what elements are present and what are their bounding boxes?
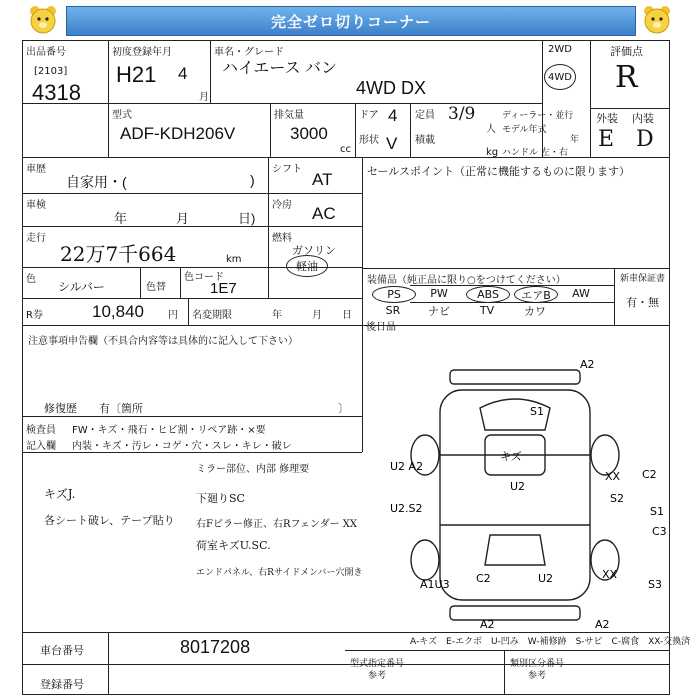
- recycle-label: R券: [26, 310, 43, 321]
- rating-value: R: [615, 60, 638, 95]
- capacity-value: 3/9: [448, 104, 476, 124]
- aircon-label: 冷房: [272, 200, 292, 211]
- shift-value: AT: [312, 170, 333, 189]
- equipment-item: カワ: [524, 304, 546, 318]
- chassis-value: 8017208: [180, 637, 251, 657]
- equipment-item: SR: [385, 304, 401, 317]
- car-name: ハイエース バン: [222, 60, 338, 77]
- sales-point-label: セールスポイント（正常に機能するものに限ります）: [367, 165, 631, 178]
- interior-label: 内装: [632, 112, 654, 125]
- remark-left-2: 各シート破レ、テープ貼り: [44, 514, 175, 527]
- inspection-day: 日): [238, 211, 256, 226]
- model-label: 型式: [112, 110, 132, 121]
- first-reg-month-unit: 月: [199, 92, 209, 103]
- exterior-grade: E: [598, 127, 615, 152]
- equipment-item: ABS: [466, 286, 510, 303]
- diagram-mark: S2: [610, 492, 624, 505]
- dealer-label: ディーラー・並行: [502, 111, 574, 121]
- fuel-light-oil-circled: 軽油: [286, 255, 328, 277]
- deadline-day: 日: [342, 310, 352, 321]
- equipment-item: ナビ: [428, 304, 450, 318]
- history-label: 車歴: [26, 164, 46, 175]
- car-damage-diagram: [380, 360, 670, 630]
- capacity-label: 定員: [415, 110, 435, 121]
- interior-grade: D: [636, 127, 654, 152]
- category-number-label: 類別区分番号: [510, 659, 565, 669]
- displacement-label: 排気量: [274, 110, 304, 121]
- displacement-unit: cc: [340, 144, 351, 155]
- inspector-row-2: 内装・キズ・汚レ・コゲ・穴・スレ・キレ・破レ: [72, 441, 292, 452]
- repair-history: 修復歴 有〔箇所: [44, 402, 143, 415]
- damage-legend: A-キズ E-エクボ U-凹み W-補修跡 S-サビ C-腐食 XX-交換済: [410, 637, 691, 647]
- displacement-value: 3000: [290, 124, 328, 143]
- remark-right-1: ミラー部位、内部 修理要: [196, 464, 310, 475]
- lot-label: 出品番号: [26, 47, 66, 58]
- remark-right-5: エンドパネル、右Rサイドメンバー穴開き: [196, 568, 363, 578]
- deadline-month: 月: [312, 310, 322, 321]
- drive-4wd-circled: 4WD: [544, 64, 576, 90]
- chassis-label: 車台番号: [40, 644, 84, 657]
- rating-label: 評価点: [610, 45, 643, 58]
- lot-code: [2103]: [34, 66, 68, 77]
- shape-label: 形状: [359, 135, 379, 146]
- inspection-year: 年: [114, 211, 128, 226]
- history-value: 自家用・(: [66, 174, 127, 190]
- drive-2wd-label: 2WD: [548, 44, 572, 55]
- remark-left-1: キズJ.: [44, 487, 76, 501]
- mileage-label: 走行: [26, 233, 46, 244]
- page-title: 完全ゼロ切りコーナー: [66, 6, 636, 36]
- diagram-mark: XX: [605, 470, 621, 483]
- type-ref-label: 参考: [368, 671, 387, 681]
- diagram-mark: C2: [642, 468, 657, 481]
- inspection-month: 月: [176, 211, 190, 226]
- first-reg-era: H21: [116, 62, 157, 87]
- diagram-mark: S1: [530, 405, 544, 418]
- inspector-label-2: 記入欄: [26, 441, 56, 452]
- rear-items-label: 後日品: [366, 322, 396, 333]
- diagram-mark: A1U3: [420, 578, 450, 591]
- color-label: 色: [26, 274, 36, 285]
- equipment-item: TV: [479, 304, 495, 317]
- fuel-gasoline: ガソリン: [292, 244, 336, 257]
- inspector-label-1: 検査員: [26, 425, 56, 436]
- history-close: ): [250, 172, 255, 188]
- capacity-unit: 人: [486, 124, 496, 135]
- header-bar: [0, 0, 700, 40]
- inspector-row-1: FW・キズ・飛石・ヒビ割・リペア跡・×要: [72, 425, 266, 436]
- equipment-item: PS: [372, 286, 416, 303]
- equipment-label: 装備品（純正品に限り○をつけてください）: [367, 275, 566, 286]
- diagram-mark: XX: [602, 568, 618, 581]
- bear-mascot-icon: [26, 3, 60, 37]
- aircon-value: AC: [312, 204, 336, 223]
- deadline-year: 年: [272, 310, 282, 321]
- diagram-mark: S3: [648, 578, 662, 591]
- fuel-label: 燃料: [272, 233, 292, 244]
- warranty-value: 有・無: [626, 296, 659, 309]
- diagram-mark: A2: [595, 618, 610, 630]
- registration-label: 登録番号: [40, 678, 84, 691]
- diagram-mark: A2: [480, 618, 495, 630]
- repair-history-close: 〕: [338, 402, 349, 415]
- equipment-item: PW: [430, 287, 448, 300]
- shape-value: V: [386, 134, 398, 153]
- model-year-label: モデル年式: [502, 125, 547, 135]
- remark-right-3: 右Fピラー修正、右Rフェンダー XX: [196, 519, 357, 530]
- doors-value: 4: [388, 106, 398, 125]
- exterior-label: 外装: [596, 112, 618, 125]
- doors-label: ドア: [359, 110, 379, 121]
- type-number-label: 型式指定番号: [350, 659, 405, 669]
- recycle-unit: 円: [168, 310, 178, 321]
- diagram-mark: U2 A2: [390, 460, 424, 473]
- color-change-label: 色替: [146, 282, 166, 293]
- remark-right-2: 下廻りSC: [196, 492, 245, 505]
- warranty-label: 新車保証書: [620, 274, 666, 284]
- bear-mascot-icon: [640, 3, 674, 37]
- mileage-value: 22万7千664: [60, 242, 177, 266]
- color-code: 1E7: [210, 280, 237, 297]
- model-value: ADF-KDH206V: [120, 124, 236, 143]
- shift-label: シフト: [272, 164, 302, 175]
- category-ref-label: 参考: [528, 671, 547, 681]
- car-grade: 4WD DX: [356, 78, 427, 98]
- load-label: 積載: [415, 135, 435, 146]
- diagram-mark: C3: [652, 525, 667, 538]
- diagram-mark: U2: [510, 480, 526, 493]
- year-unit: 年: [570, 135, 580, 145]
- first-reg-label: 初度登録年月: [112, 47, 172, 58]
- diagram-mark: S1: [650, 505, 664, 518]
- first-reg-month: 4: [178, 64, 188, 83]
- diagram-mark: U2.S2: [390, 502, 423, 515]
- lot-number: 4318: [32, 80, 81, 105]
- notes-label: 注意事項申告欄（不具合内容等は具体的に記入して下さい）: [28, 336, 298, 347]
- recycle-value: 10,840: [92, 302, 144, 321]
- car-name-label: 車名・グレード: [214, 47, 284, 58]
- color-code-label: 色コード: [184, 272, 224, 283]
- diagram-mark: U2: [538, 572, 554, 585]
- equipment-item: エアB: [514, 286, 558, 303]
- diagram-mark: C2: [476, 572, 491, 585]
- handle-label: ハンドル 左・右: [502, 148, 568, 158]
- equipment-item: AW: [572, 287, 590, 300]
- load-unit: kg: [486, 147, 499, 158]
- diagram-mark: キズ: [500, 450, 522, 463]
- deadline-label: 名変期限: [192, 310, 232, 321]
- color-value: シルバー: [58, 280, 105, 294]
- diagram-mark: A2: [580, 360, 595, 371]
- inspection-label: 車検: [26, 200, 46, 211]
- mileage-unit: km: [226, 254, 242, 265]
- remark-right-4: 荷室キズU.SC.: [196, 539, 271, 552]
